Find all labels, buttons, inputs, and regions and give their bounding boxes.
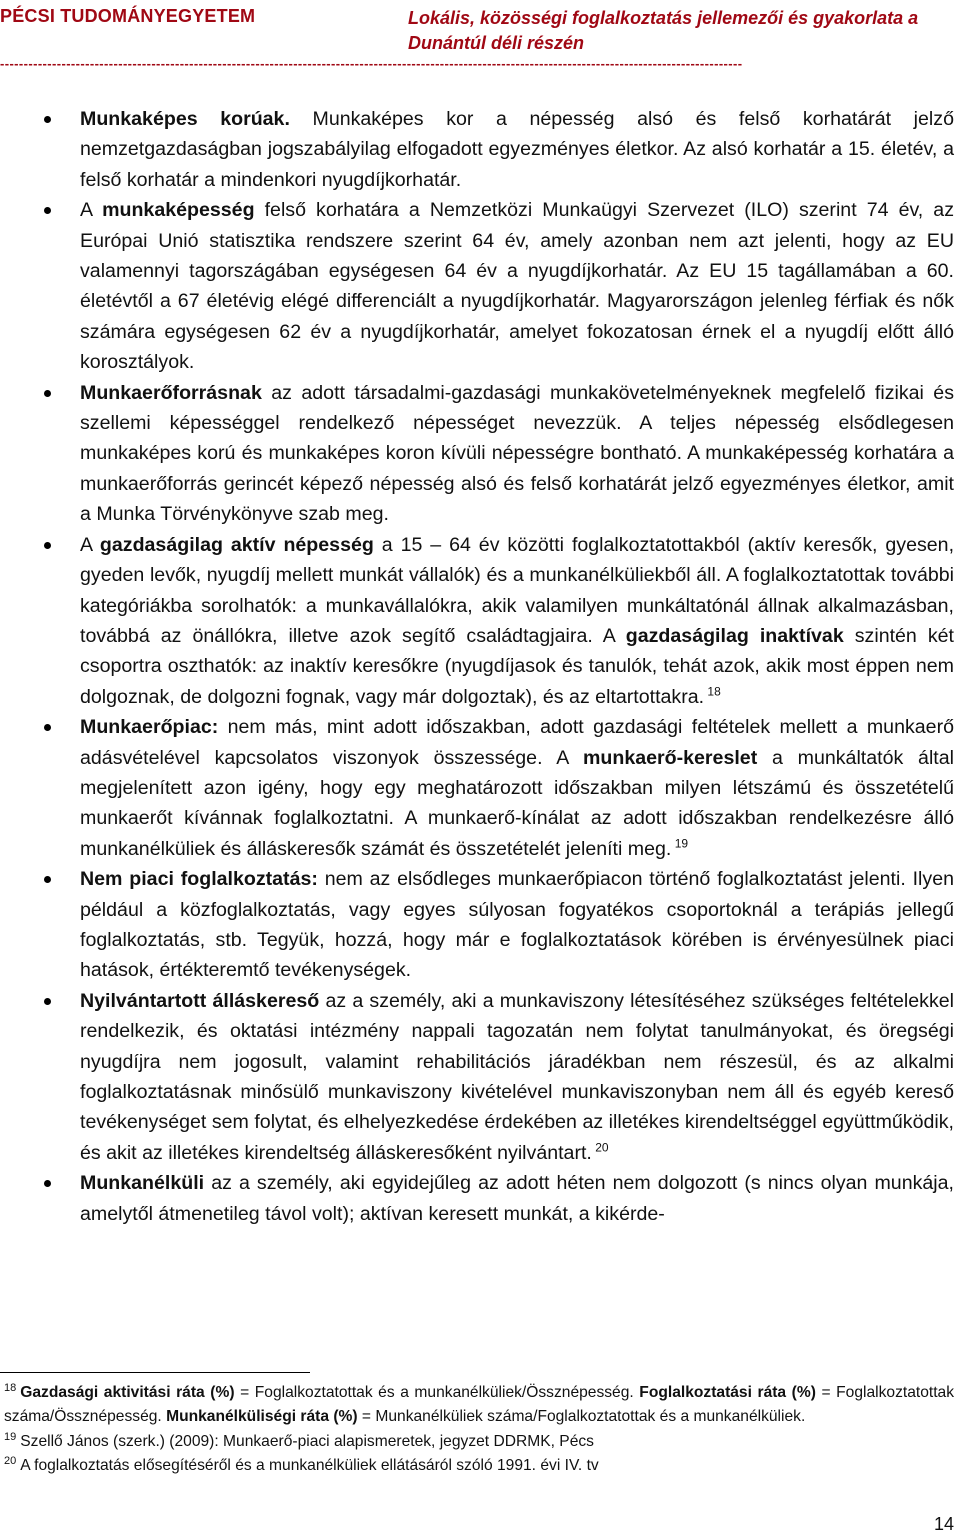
text-run: Munkaképes kor a népesség alsó és felső korhatárát jelző nemzetgazdaságban jogszabályilag elfogadott egyezményes életkor. Az alsó korhatár a 15. életév, a felső korhatár a mindenkori nyugdíjkorhatár.: [80, 108, 954, 191]
bullet-icon: [44, 724, 51, 731]
bullet-icon: [44, 207, 51, 214]
footnote-separator: [0, 1372, 310, 1373]
bullet-icon: [44, 542, 51, 549]
footnote-text: [20, 1433, 594, 1450]
page-number: 14: [934, 1514, 955, 1534]
text-run: az adott társadalmi-gazdasági munkakövetelményeknek megfelelő fizikai és szellemi képességgel rendelkező népességet nevezzük. A teljes népesség elsődlegesen munkaképes korú és munkaképes koron kívüli népességre bontható. A munkaképesség korhatára a munkaerőforrás gerincét képező népesség alsó és felső korhatárát jelző egyezményes életkor, amit a Munka Törvénykönyve szab meg.: [80, 381, 954, 526]
list-item: [44, 1168, 954, 1229]
text-run: A foglalkoztatás elősegítéséről és a munkanélküliek ellátásáról szóló 1991. évi IV. tv: [20, 1457, 599, 1475]
text-run: = Munkanélküliek száma/Foglalkoztatottak és a munkanélküliek.: [357, 1408, 806, 1426]
list-item-text: [80, 108, 954, 191]
footnote-text: [20, 1457, 598, 1474]
list-item-text: [80, 716, 954, 860]
bold-term: gazdaságilag inaktívak: [625, 624, 844, 647]
list-item: [44, 378, 954, 530]
list-item: [44, 104, 954, 195]
footnote: [4, 1454, 954, 1478]
text-run: felső korhatára a Nemzetközi Munkaügyi Szervezet (ILO) szerint 74 év, az Európai Unió statisztika rendszere szerint 64 év, amely azonban nem azt jelenti, hogy az EU valamennyi tagországában egységesen 64 év a nyugdíjkorhatár. Az EU 15 tagállamában a 60. életévtől a 67 életévig elégé differenciált a nyugdíjkorhatár. Magyarországon jelenleg férfiak és nők számára egységesen 62 év a nyugdíjkorhatár, amelyet fokozatosan érnek el a nyugdíj előtt álló korosztályok.: [80, 199, 955, 374]
text-run: szintén két csoportra oszthatók: az inaktív keresőkre (nyugdíjasok és tanulók, tehát azok, akik most éppen nem dolgoznak, de dolgozni fognak, vagy már dolgoztak), és az eltartottakra.: [80, 624, 955, 708]
bold-term: Munkanélküli: [80, 1172, 205, 1195]
text-run: = Foglalkoztatottak és a munkanélküliek/Össznépesség.: [234, 1384, 640, 1401]
text-run: nem más, mint adott időszakban, adott gazdasági feltételek mellett a munkaerő adásvételével kapcsolatos viszonyok összessége. A: [80, 716, 954, 769]
bullet-icon: [44, 876, 51, 883]
footnote-number: 19: [4, 1430, 17, 1443]
list-item-text: [80, 534, 954, 708]
text-run: = Foglalkoztatottak száma/Össznépesség.: [4, 1384, 955, 1426]
list-item: [44, 986, 954, 1168]
bold-term: Munkaerőpiac:: [80, 716, 219, 739]
header-rule: -------------------------------------------------------------------------------------------------------------------------------------------------------------: [0, 56, 743, 71]
list-item-text: [80, 990, 954, 1164]
footnote-number: 18: [4, 1381, 17, 1394]
bold-term: munkaerő-kereslet: [582, 746, 758, 769]
text-run: az a személy, aki a munkaviszony létesítéséhez szükséges feltételekkel rendelkezik, és oktatási intézmény nappali tagozatán nem folytat tanulmányokat, és öregségi nyugdíjra nem jogosult, valamint rehabilitációs járadékban nem részesül, és az alkalmi foglalkoztatásnak minősülő munkaviszony kivételével munkaviszonyban nem áll és egyéb kereső tevékenységet sem folytat, és elhelyezkedése érdekében az illetékes kirendeltséggel együttműködik, és akit az illetékes kirendeltség álláskeresőként nyilvántart.: [80, 989, 954, 1164]
bullet-icon: [44, 390, 51, 397]
footnote-ref: 20: [591, 1140, 609, 1155]
list-item: [44, 530, 954, 712]
list-item-text: [80, 868, 954, 981]
text-run: A: [80, 199, 103, 222]
bold-term: Munkaerőforrásnak: [80, 381, 262, 404]
list-item-text: [80, 382, 954, 526]
bullet-icon: [44, 998, 51, 1005]
footnotes: [4, 1381, 954, 1479]
footnote-number: 20: [4, 1455, 17, 1468]
bold-term: Munkanélküliségi ráta (%): [166, 1408, 358, 1426]
text-run: A: [80, 533, 100, 556]
bold-term: Nem piaci foglalkoztatás:: [80, 868, 318, 891]
document-title: Lokális, közösségi foglalkoztatás jellemezői és gyakorlata a Dunántúl déli részén: [408, 8, 919, 53]
footnote: [4, 1381, 954, 1430]
bold-term: Gazdasági aktivitási ráta (%): [20, 1384, 235, 1401]
bold-term: Nyilvántartott álláskereső: [80, 989, 320, 1012]
university-name: PÉCSI TUDOMÁNYEGYETEM: [0, 6, 256, 26]
bullet-icon: [44, 116, 51, 123]
list-item-text: [80, 199, 954, 373]
bullet-icon: [44, 1180, 51, 1187]
text-run: Szellő János (szerk.) (2009): Munkaerő-piaci alapismeretek, jegyzet DDRMK, Pécs: [20, 1432, 594, 1450]
definitions-list: [44, 104, 954, 1229]
list-item: [44, 712, 954, 864]
bold-term: Munkaképes korúak.: [80, 108, 290, 130]
list-item: [44, 195, 954, 377]
footnote-ref: 18: [704, 684, 721, 699]
footnote-text: [4, 1381, 955, 1426]
text-run: nem az elsődleges munkaerőpiacon történő foglalkoztatást jelenti. Ilyen például a közfoglalkoztatás, vagy egyes súlyosan fogyatékos csoportoknál a terápiás jellegű foglalkoztatás, stb. Tegyük, hozzá, hogy már e foglalkoztatások körében is érvényesülnek piaci hatások, értékteremtő tevékenységek.: [80, 868, 954, 982]
footnote-ref: 19: [671, 836, 689, 851]
footnote: [4, 1430, 954, 1454]
list-item-text: [80, 1172, 954, 1224]
text-run: az a személy, aki egyidejűleg az adott héten nem dolgozott (s nincs olyan munkája, amelytől átmenetileg távol volt); aktívan keresett munkát, a kikérde-: [80, 1172, 954, 1225]
text-run: a munkáltatók által megjelenített azon igény, hogy egy meghatározott időszakban milyen létszámú és összetételű munkaerőt kívánnak foglalkoztatni. A munkaerő-kínálat az adott időszakban rendelkezésre álló munkanélküliek és álláskeresők számát és összetételét jeleníti meg.: [80, 746, 954, 860]
bold-term: Foglalkoztatási ráta (%): [639, 1384, 816, 1401]
text-run: a 15 – 64 év közötti foglalkoztatottakból (aktív keresők, gyesen, gyeden levők, nyugdíj mellett munkát vállalók) és a munkanélküliekből áll. A foglalkoztatottak további kategóriákba sorolhatók: a munkavállalókra, akik valamilyen munkáltatónál állnak alkalmazásban, továbbá az önállókra, illetve azok segítő családtagjaira. A: [80, 533, 955, 647]
bold-term: gazdaságilag aktív népesség: [99, 533, 374, 556]
list-item: [44, 864, 954, 986]
bold-term: munkaképesség: [102, 199, 255, 222]
